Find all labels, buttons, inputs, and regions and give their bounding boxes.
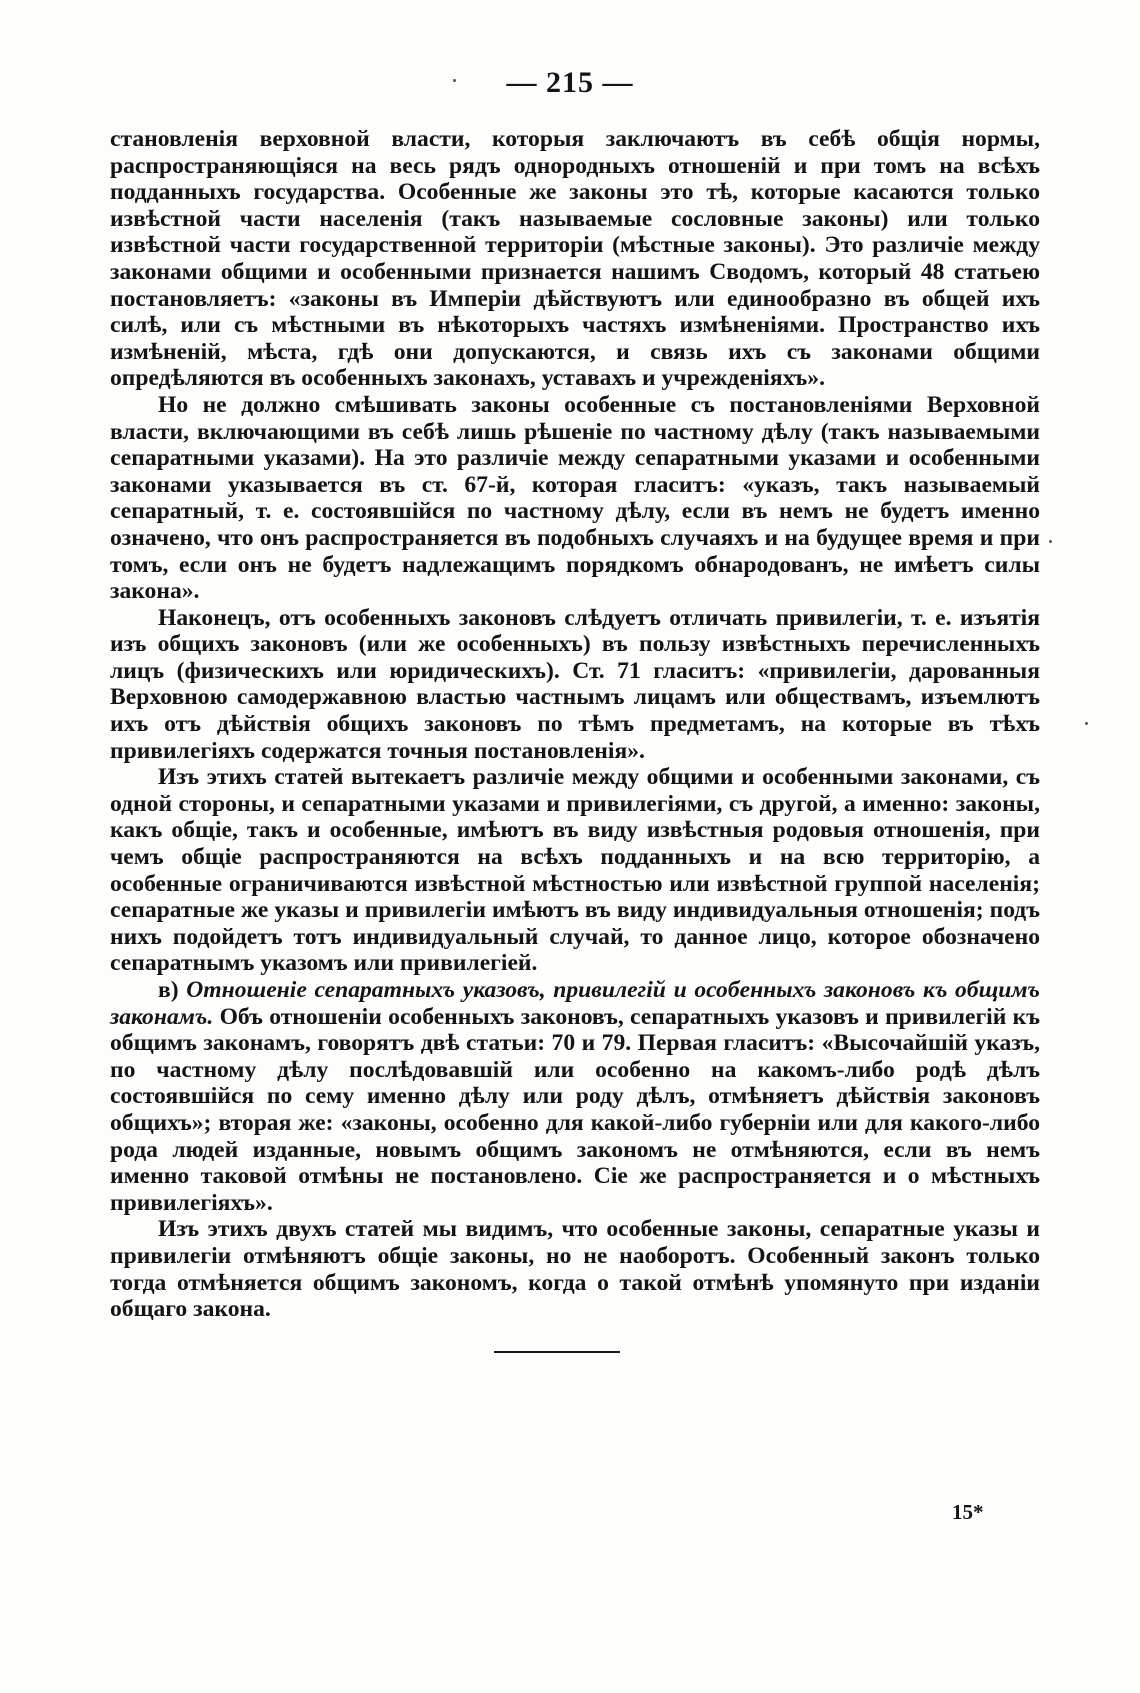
paragraph-separate-decrees: Но не должно смѣшивать законы особенные съ постановленіями Верховной власти, включающими въ себѣ лишь рѣшеніе по частному дѣлу (такъ называемыми сепаратными указами). На это различіе между сепаратными указами и особенными законами указывается въ ст. 67-й, которая гласитъ: «указъ, такъ называемый сепаратный, т. е. состоявшійся по частному дѣлу, если въ немъ не будетъ именно означено, что онъ распространяется въ подобныхъ случаяхъ и на будущее время и при томъ, если онъ не будетъ надлежащимъ порядкомъ обнародованъ, не имѣетъ силы закона».: [110, 391, 1040, 605]
scan-speck: [453, 79, 456, 82]
section-text: Объ отношеніи особенныхъ законовъ, сепаратныхъ указовъ и привилегій къ общимъ законамъ, говорятъ двѣ статьи: 70 и 79. Первая гласитъ: «Высочайшій указъ, по частному дѣлу послѣдовавшій или особенно на какомъ-либо родѣ дѣлъ состоявшійся по сему именно дѣлу или роду дѣлъ, отмѣняетъ дѣйствія законовъ общихъ»; вторая же: «законы, особенно для какой-либо губерніи или для какого-либо рода людей изданные, новымъ общимъ закономъ не отмѣняются, если въ немъ именно таковой отмѣны не постановлено. Сіе же распространяется и о мѣстныхъ привилегіяхъ».: [110, 1003, 1040, 1216]
paragraph-privileges: Наконецъ, отъ особенныхъ законовъ слѣдуетъ отличать привилегіи, т. е. изъятія изъ общихъ законовъ (или же особенныхъ) въ пользу извѣстныхъ перечисленныхъ лицъ (физическихъ или юридическихъ). Ст. 71 гласитъ: «привилегіи, дарованныя Верховною самодержавною властью частнымъ лицамъ или обществамъ, изъемлютъ ихъ отъ дѣйствія общихъ законовъ по тѣмъ предметамъ, на которые въ тѣхъ привилегіяхъ содержатся точныя постановленія».: [110, 604, 1040, 764]
body-text: [110, 126, 1040, 1323]
section-marker: в): [158, 977, 179, 1003]
paragraph-distinction: Изъ этихъ статей вытекаетъ различіе между общими и особенными законами, съ одной стороны, и сепаратными указами и привилегіями, съ другой, а именно: законы, какъ общіе, такъ и особенные, имѣютъ въ виду извѣстныя родовыя отношенія, при чемъ общіе распространяются на всѣхъ подданныхъ и на всю территорію, а особенные ограничиваются извѣстной мѣстностью или извѣстной группой населенія; сепаратные же указы и привилегіи имѣютъ въ виду индивидуальныя отношенія; подъ нихъ подойдетъ тотъ индивидуальный случай, то данное лицо, которое обозначено сепаратнымъ указомъ или привилегіей.: [110, 764, 1040, 977]
end-rule: [494, 1351, 620, 1353]
paragraph-continuation: становленія верховной власти, которыя заключаютъ въ себѣ общія нормы, распространяющіяся на весь рядъ однородныхъ отношеній и при томъ на всѣхъ подданныхъ государства. Особенные же законы это тѣ, которые касаются только извѣстной части населенія (такъ называемые сословные законы) или только извѣстной части государственной территоріи (мѣстные законы). Это различіе между законами общими и особенными признается нашимъ Сводомъ, который 48 статьею постановляетъ: «законы въ Имперіи дѣйствуютъ или единообразно въ общей ихъ силѣ, или съ мѣстными въ нѣкоторыхъ частяхъ измѣненіями. Пространство ихъ измѣненій, мѣста, гдѣ они допускаются, и связь ихъ съ законами общими опредѣляются въ особенныхъ законахъ, уставахъ и учрежденіяхъ».: [110, 126, 1040, 392]
page-number: — 215 —: [506, 66, 634, 99]
paragraph-closing: Изъ этихъ двухъ статей мы видимъ, что особенные законы, сепаратные указы и привилегіи отмѣняютъ общіе законы, но не наоборотъ. Особенный законъ только тогда отмѣняется общимъ закономъ, когда о такой отмѣнѣ упомянуто при изданіи общаго закона.: [110, 1216, 1040, 1323]
signature-mark: 15*: [952, 1500, 984, 1524]
section-paragraph: [110, 977, 1040, 1216]
scan-speck: [1085, 722, 1088, 725]
section-heading: Отношеніе сепаратныхъ указовъ, привилегій и особенныхъ законовъ къ общимъ законамъ.: [110, 977, 1040, 1030]
scan-speck: [1049, 540, 1052, 543]
